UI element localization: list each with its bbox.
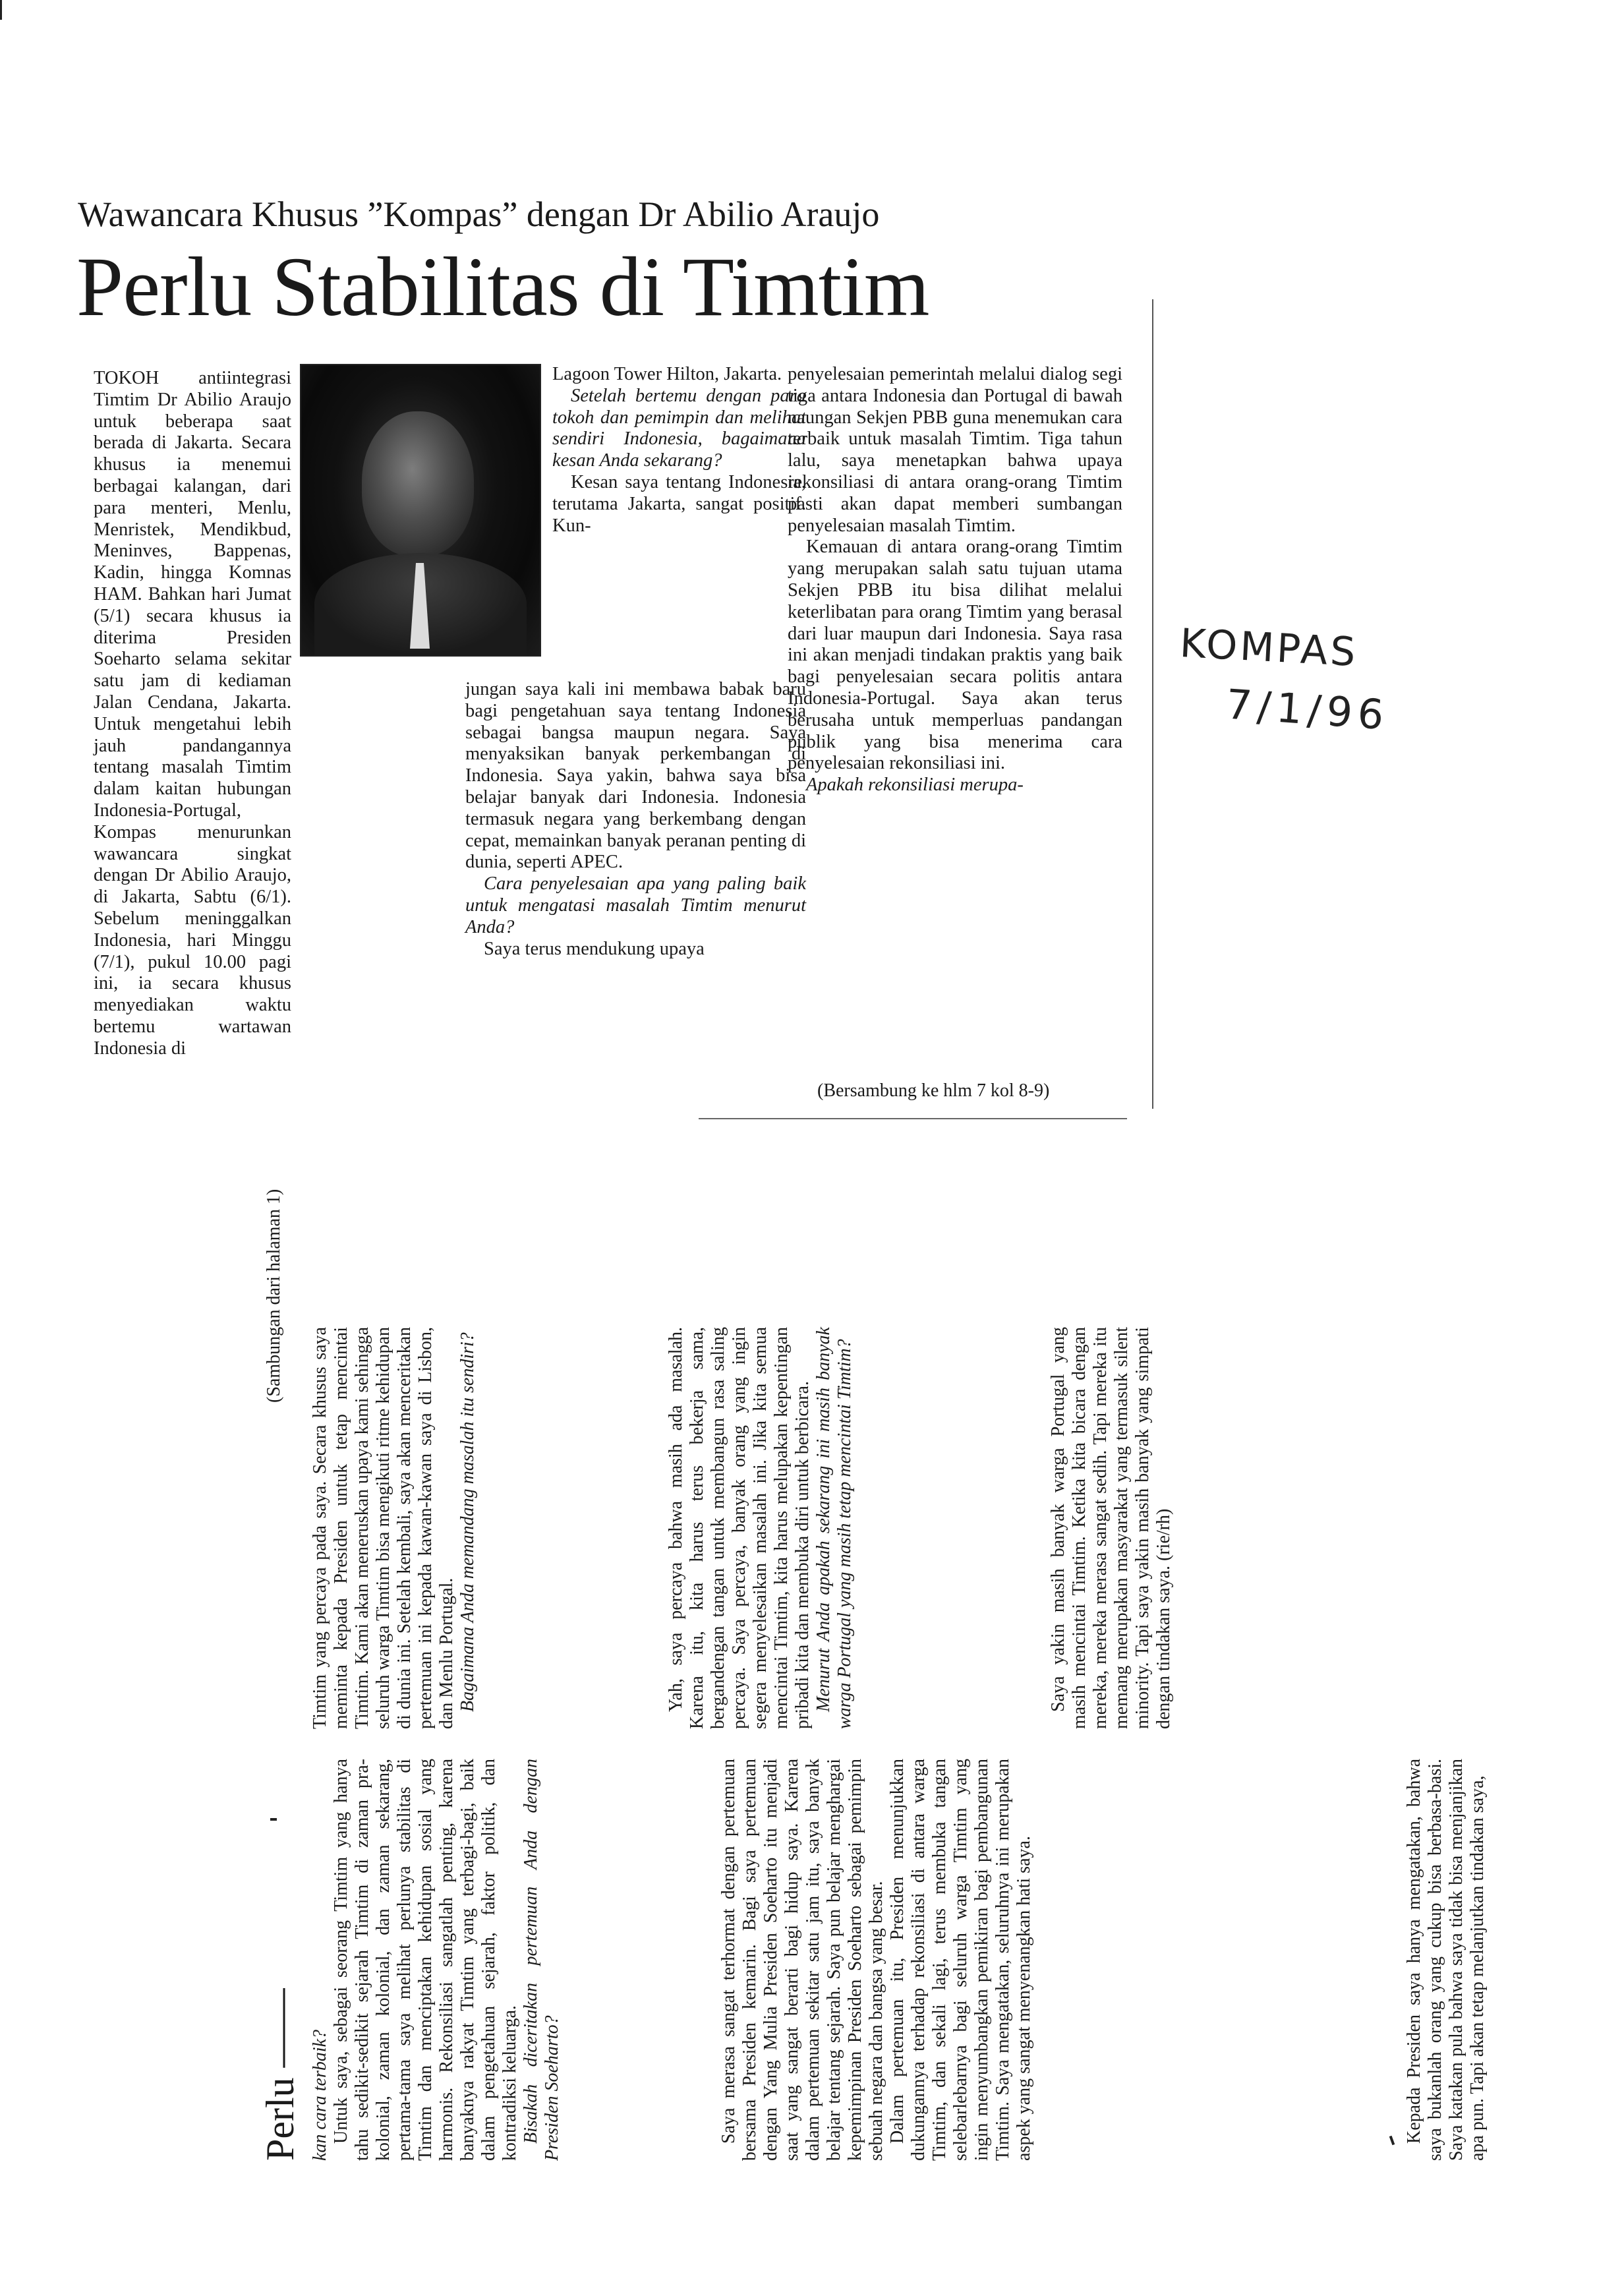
article-column-2-lower: [465, 679, 806, 960]
cont-a-2: Bisakah diceritakan pertemuan Anda dengan Presiden Soeharto?: [521, 1759, 562, 2161]
continuation-column-b: [310, 1327, 478, 1729]
lead-paragraph: TOKOH antiintegrasi Timtim Dr Abilio Araujo untuk beberapa saat berada di Jakarta. Secara khusus ia menemui berbagai kalangan, dari para menteri, Menlu, Menristek, Mendikbud, Meninves, Bappenas, Kadin, hingga Komnas HAM. Bahkan hari Jumat (5/1) secara khusus ia diterima Presiden Soeharto selama sekitar satu jam di kediaman Jalan Cendana, Jakarta. Untuk mengetahui lebih jauh pandangannya tentang masalah Timtim dalam kaitan hubungan Indonesia-Portugal, Kompas menurunkan wawancara singkat dengan Dr Abilio Araujo, di Jakarta, Sabtu (6/1). Sebelum meninggalkan Indonesia, hari Minggu (7/1), pukul 10.00 pagi ini, ia secara khusus menyediakan waktu bertemu wartawan Indonesia di: [94, 368, 291, 1059]
article-column-1: [94, 368, 443, 1060]
cont-a-0: kan cara terbaik?: [310, 2029, 330, 2161]
cont-c-0: Saya merasa sangat terhormat dengan pertemuan bersama Presiden kemarin. Bagi saya pertemuan dengan Yang Mulia Presiden Soeharto itu menjadi saat yang sangat berarti bagi hidup saya. Karena dalam pertemuan sekitar satu jam itu, saya banyak belajar tentang sejarah. Saya pun belajar menghargai kepemimpinan Presiden Soeharto sebagai pemimpin sebuah negara dan bangsa yang besar.: [718, 1759, 886, 2161]
article-headline: Perlu Stabilitas di Timtim: [76, 240, 929, 334]
continuation-column-e: [1404, 1759, 1488, 2161]
cont-d-0: Yah, saya percaya bahwa masih ada masalah. Karena itu, kita harus terus bekerja sama, bergandengan tangan untuk membangun rasa saling percaya. Saya percaya, banyak orang yang ingin segera menyelesaikan masalah ini. Jika kita semua mencintai Timtim, kita harus melupakan kepentingan pribadi kita dan membuka diri untuk berbicara.: [666, 1327, 813, 1729]
cont-f-0: Saya yakin masih banyak warga Portugal yang masih mencintai Timtim. Ketika kita bicara dengan mereka, mereka merasa sangat sedih. Tapi mereka itu memang merupakan masyarakat yang termasuk silent minority. Tapi saya yakin masih banyak yang simpati dengan tindakan saya. (rie/rh): [1048, 1327, 1174, 1729]
scan-mark: [270, 1818, 277, 1821]
answer-2-start: Saya terus mendukung upaya: [484, 938, 705, 959]
continuation-block: [257, 1189, 1608, 2161]
continued-note: (Bersambung ke hlm 7 kol 8-9): [817, 1080, 1050, 1101]
article-column-3: [788, 364, 1122, 796]
handwritten-date: 7/1/96: [1224, 680, 1391, 740]
article-kicker: Wawancara Khusus ”Kompas” dengan Dr Abilio Araujo: [78, 194, 880, 234]
article-column-2: [552, 364, 806, 537]
col2-intro: Lagoon Tower Hilton, Jakarta.: [552, 364, 782, 384]
continuation-column-f: [1048, 1327, 1174, 1729]
scan-mark: [0, 0, 2, 20]
question-2: Cara penyelesaian apa yang paling baik untuk mengatasi masalah Timtim menurut Anda?: [465, 873, 806, 937]
handwritten-source: KOMPAS: [1178, 620, 1360, 676]
continuation-column-d: [666, 1327, 856, 1729]
answer-2-paragraph-2: Kemauan di antara orang-orang Timtim yang merupakan salah satu tujuan utama Sekjen PBB itu bisa dilihat melalui keterlibatan para orang Timtim yang berasal dari luar maupun dari Indonesia. Saya rasa ini akan menjadi tindakan praktis yang baik bagi penyelesaian secara politis antara Indonesia-Portugal. Saya akan terus berusaha untuk memperluas pandangan publik yang bisa menerima cara penyelesaian rekonsiliasi ini.: [788, 537, 1122, 774]
cont-c-1: Dalam pertemuan itu, Presiden menunjukkan dukungannya terhadap rekonsiliasi di antara warga Timtim, dan sekali lagi, terus membuka tangan selebarlebarnya bagi seluruh warga Timtim yang ingin menyumbangkan pemikiran bagi pembangunan Timtim. Saya mengatakan, seluruhnya ini merupakan aspek yang sangat menyenangkan hati saya.: [887, 1759, 1034, 2161]
question-3: Apakah rekonsiliasi merupa-: [806, 775, 1024, 796]
cont-e-0: Kepada Presiden saya hanya mengatakan, bahwa saya bukanlah orang yang cukup bisa berbasa-basi. Saya katakan pula bahwa saya tidak bisa menjanjikan apa pun. Tapi akan tetap melanjutkan tindakan saya,: [1404, 1759, 1488, 2161]
answer-1-continued: jungan saya kali ini membawa babak baru bagi pengetahuan saya tentang Indonesia sebagai bangsa maupun negara. Saya menyaksikan banyak perkembangan di Indonesia. Saya yakin, bahwa saya bisa belajar banyak dari Indonesia. Indonesia termasuk negara yang berkembang dengan cepat, memainkan banyak peranan penting di dunia, seperti APEC.: [465, 679, 806, 873]
column-rule: [1152, 299, 1153, 1109]
continuation-subtitle: (Sambungan dari halaman 1): [264, 1189, 284, 1403]
continuation-title: Perlu ——: [258, 1988, 302, 2161]
cont-a-1: Untuk saya, sebagai seorang Timtim yang hanya tahu sedikit-sedikit sejarah Timtim di zaman pra-kolonial, zaman kolonial, dan zaman sekarang, pertama-tama saya melihat perlunya stabilitas di Timtim dan menciptakan kehidupan sosial yang harmonis. Rekonsiliasi sangatlah penting, karena banyaknya rakyat Timtim yang terbagi-bagi, baik dalam pengetahuan sejarah, faktor politik, dan kontradiksi keluarga.: [331, 1759, 520, 2161]
cont-d-1: Menurut Anda apakah sekarang ini masih banyak warga Portugal yang masih tetap mencintai Timtim?: [813, 1327, 855, 1729]
continuation-column-a: [310, 1759, 563, 2161]
continuation-column-c: [718, 1759, 1035, 2161]
answer-1-start: Kesan saya tentang Indonesia, terutama Jakarta, sangat positif. Kun-: [552, 471, 806, 536]
cont-b-1: Bagaimana Anda memandang masalah itu sendiri?: [457, 1332, 478, 1712]
bottom-rule: [699, 1118, 1127, 1119]
cont-b-0: Timtim yang percaya pada saya. Secara khusus saya meminta kepada Presiden untuk tetap mencintai Timtim. Kami akan meneruskan upaya kami sehingga seluruh warga Timtim bisa mengikuti ritme kehidupan di dunia ini. Setelah kembali, saya akan menceritakan pertemuan ini kepada kawan-kawan saya di Lisbon, dan Menlu Portugal.: [310, 1327, 457, 1729]
question-1: Setelah bertemu dengan para tokoh dan pemimpin dan melihat sendiri Indonesia, bagaimana kesan Anda sekarang?: [552, 385, 806, 471]
answer-2-continued: penyelesaian pemerintah melalui dialog segi tiga antara Indonesia dan Portugal di bawah naungan Sekjen PBB guna menemukan cara terbaik untuk masalah Timtim. Tiga tahun lalu, saya menetapkan bahwa upaya rekonsiliasi di antara orang-orang Timtim pasti akan dapat memberi sumbangan penyelesaian masalah Timtim.: [788, 364, 1122, 536]
